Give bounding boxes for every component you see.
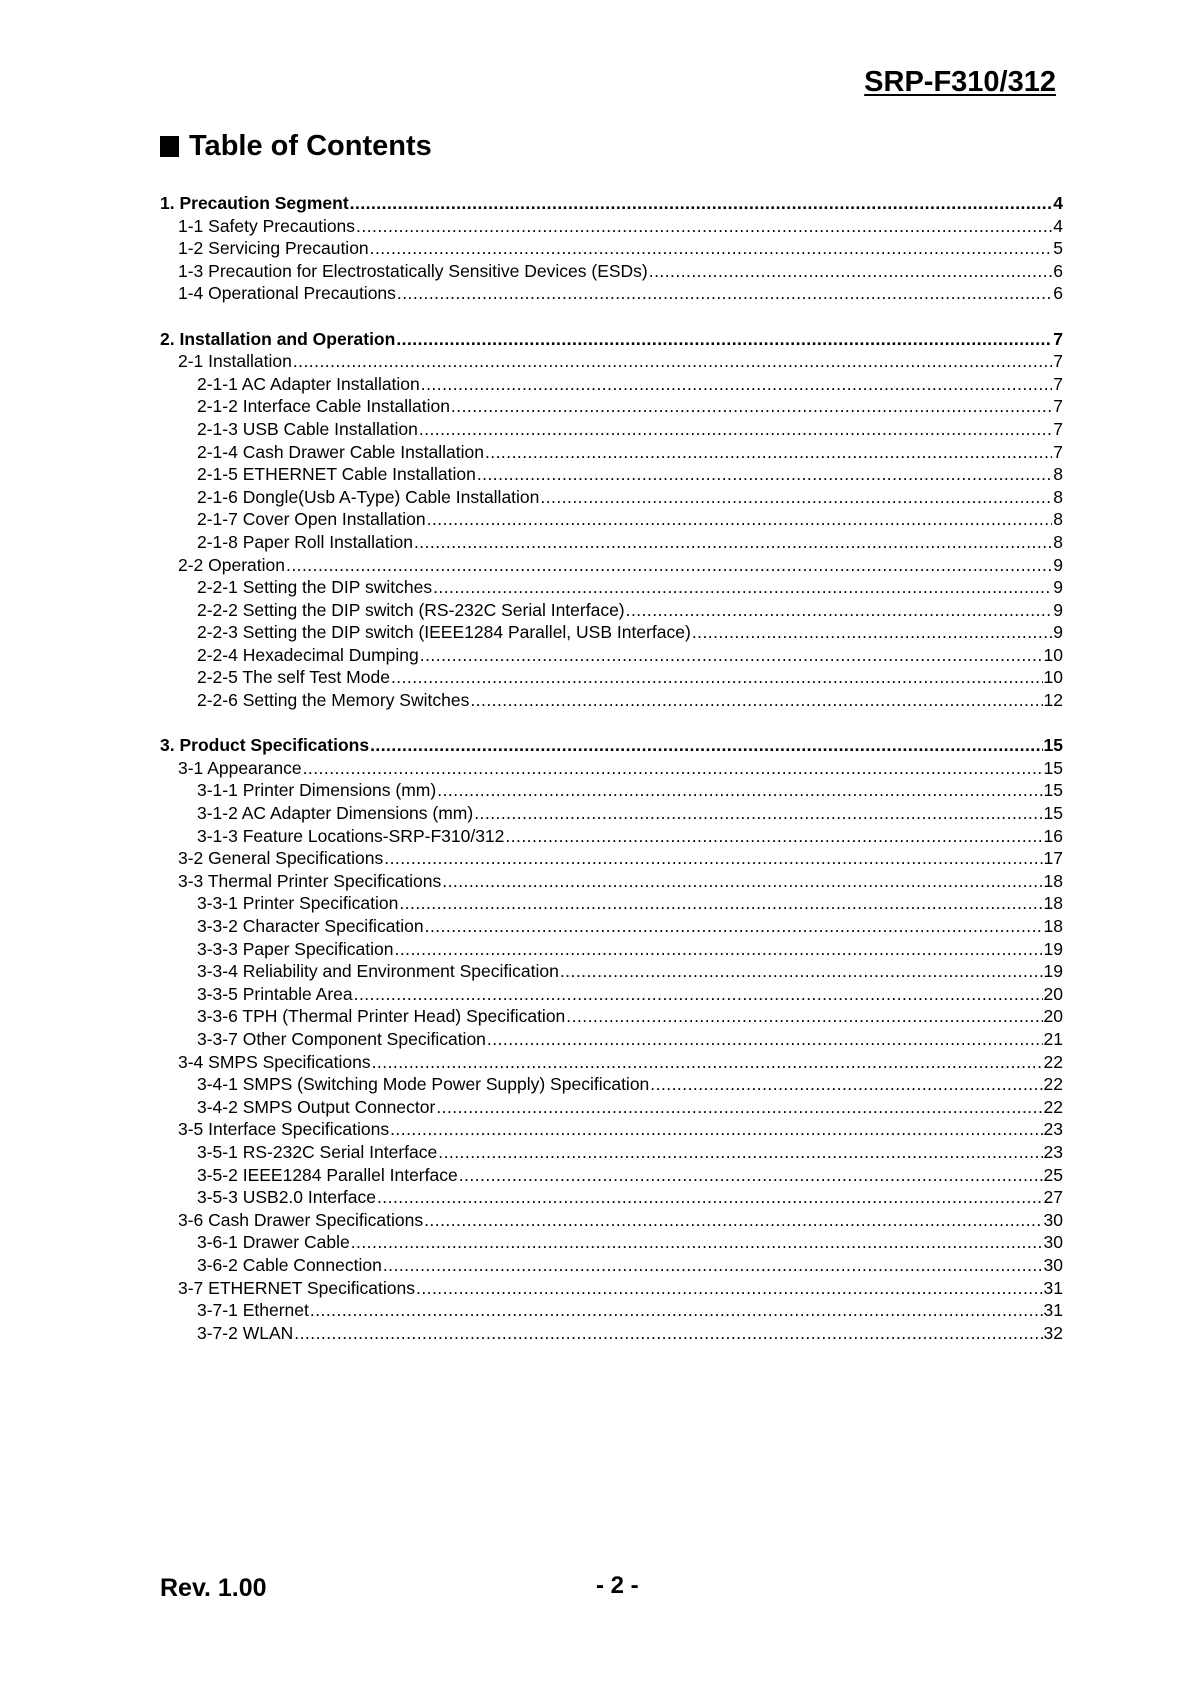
toc-entry[interactable] bbox=[160, 915, 1063, 938]
toc-entry[interactable] bbox=[160, 441, 1063, 464]
dot-leader bbox=[692, 621, 1052, 644]
toc-entry[interactable] bbox=[160, 892, 1063, 915]
toc-entry-label: 3-1-1 Printer Dimensions (mm) bbox=[197, 780, 437, 801]
toc-entry[interactable] bbox=[160, 1254, 1063, 1277]
dot-leader bbox=[383, 1254, 1043, 1277]
dot-leader bbox=[425, 915, 1043, 938]
dot-leader bbox=[436, 1096, 1042, 1119]
toc-entry[interactable] bbox=[160, 960, 1063, 983]
dot-leader bbox=[351, 1231, 1043, 1254]
toc-entry-page: 4 bbox=[1053, 215, 1063, 236]
dot-leader bbox=[293, 350, 1052, 373]
toc-entry-label: 3-5-1 RS-232C Serial Interface bbox=[197, 1141, 438, 1162]
toc-entry[interactable] bbox=[160, 938, 1063, 961]
dot-leader bbox=[626, 599, 1053, 622]
toc-entry[interactable] bbox=[160, 554, 1063, 577]
dot-leader bbox=[470, 689, 1042, 712]
toc-entry[interactable] bbox=[160, 531, 1063, 554]
toc-entry-page: 19 bbox=[1043, 938, 1063, 959]
black-square-icon bbox=[160, 136, 179, 157]
toc-entry[interactable] bbox=[160, 215, 1063, 238]
toc-entry-page: 8 bbox=[1053, 486, 1063, 507]
toc-entry-page: 18 bbox=[1043, 893, 1063, 914]
toc-entry[interactable] bbox=[160, 779, 1063, 802]
dot-leader bbox=[438, 1141, 1042, 1164]
dot-leader bbox=[414, 531, 1052, 554]
toc-entry-page: 20 bbox=[1043, 1006, 1063, 1027]
toc-entry-page: 15 bbox=[1043, 757, 1063, 778]
toc-entry-label: 2-2 Operation bbox=[178, 554, 286, 575]
toc-entry-label: 2-1-1 AC Adapter Installation bbox=[197, 373, 420, 394]
table-of-contents bbox=[160, 192, 1063, 1344]
toc-entry-label: 2-1-5 ETHERNET Cable Installation bbox=[197, 464, 476, 485]
toc-entry-page: 31 bbox=[1043, 1300, 1063, 1321]
toc-entry-page: 7 bbox=[1053, 351, 1063, 372]
toc-entry-label: 2-1-6 Dongle(Usb A-Type) Cable Installation bbox=[197, 486, 540, 507]
toc-entry-label: 3-3-5 Printable Area bbox=[197, 983, 353, 1004]
dot-leader bbox=[451, 395, 1052, 418]
toc-entry-page: 7 bbox=[1053, 418, 1063, 439]
dot-leader bbox=[370, 237, 1053, 260]
toc-entry[interactable] bbox=[160, 1277, 1063, 1300]
dot-leader bbox=[294, 1322, 1042, 1345]
toc-entry[interactable] bbox=[160, 395, 1063, 418]
toc-entry-label: 2-1-3 USB Cable Installation bbox=[197, 418, 418, 439]
dot-leader bbox=[286, 554, 1052, 577]
toc-entry-label: 3-3-3 Paper Specification bbox=[197, 938, 394, 959]
toc-entry-label: 3-4-2 SMPS Output Connector bbox=[197, 1096, 436, 1117]
dot-leader bbox=[395, 938, 1043, 961]
toc-entry-page: 18 bbox=[1043, 870, 1063, 891]
toc-entry-page: 15 bbox=[1043, 735, 1063, 756]
toc-entry-label: 3. Product Specifications bbox=[160, 735, 370, 756]
toc-entry-label: 3-3-1 Printer Specification bbox=[197, 893, 399, 914]
dot-leader bbox=[421, 373, 1052, 396]
dot-leader bbox=[649, 260, 1053, 283]
toc-entry[interactable] bbox=[160, 599, 1063, 622]
toc-entry-page: 10 bbox=[1043, 644, 1063, 665]
toc-entry[interactable] bbox=[160, 1051, 1063, 1074]
toc-entry-page: 10 bbox=[1043, 667, 1063, 688]
toc-entry-page: 8 bbox=[1053, 509, 1063, 530]
toc-entry-page: 7 bbox=[1053, 441, 1063, 462]
dot-leader bbox=[399, 892, 1042, 915]
toc-entry[interactable] bbox=[160, 1164, 1063, 1187]
toc-entry-page: 9 bbox=[1053, 554, 1063, 575]
toc-entry[interactable] bbox=[160, 1073, 1063, 1096]
toc-entry-label: 2-2-2 Setting the DIP switch (RS-232C Serial Interface) bbox=[197, 599, 625, 620]
toc-entry[interactable] bbox=[160, 463, 1063, 486]
dot-leader bbox=[485, 441, 1052, 464]
dot-leader bbox=[310, 1299, 1043, 1322]
dot-leader bbox=[372, 1051, 1043, 1074]
page-number: - 2 - bbox=[596, 1572, 639, 1599]
toc-entry-label: 2-1 Installation bbox=[178, 351, 292, 372]
toc-entry-page: 8 bbox=[1053, 531, 1063, 552]
toc-entry-label: 3-7-2 WLAN bbox=[197, 1322, 294, 1343]
toc-entry-page: 23 bbox=[1043, 1119, 1063, 1140]
toc-entry-page: 30 bbox=[1043, 1232, 1063, 1253]
toc-entry-page: 30 bbox=[1043, 1209, 1063, 1230]
toc-entry-page: 6 bbox=[1053, 260, 1063, 281]
toc-entry[interactable] bbox=[160, 260, 1063, 283]
toc-entry-label: 3-5 Interface Specifications bbox=[178, 1119, 390, 1140]
toc-entry[interactable] bbox=[160, 328, 1063, 351]
toc-entry-label: 3-7-1 Ethernet bbox=[197, 1300, 309, 1321]
toc-entry[interactable] bbox=[160, 1005, 1063, 1028]
toc-entry-page: 8 bbox=[1053, 464, 1063, 485]
toc-entry-label: 2-2-4 Hexadecimal Dumping bbox=[197, 644, 419, 665]
dot-leader bbox=[303, 757, 1043, 780]
dot-leader bbox=[354, 983, 1043, 1006]
dot-leader bbox=[442, 870, 1042, 893]
toc-entry-page: 22 bbox=[1043, 1096, 1063, 1117]
dot-leader bbox=[397, 282, 1052, 305]
dot-leader bbox=[391, 666, 1043, 689]
toc-entry-label: 2-1-7 Cover Open Installation bbox=[197, 509, 426, 530]
toc-entry[interactable] bbox=[160, 1028, 1063, 1051]
toc-entry[interactable] bbox=[160, 508, 1063, 531]
toc-entry[interactable] bbox=[160, 689, 1063, 712]
dot-leader bbox=[474, 802, 1042, 825]
dot-leader bbox=[650, 1073, 1042, 1096]
toc-entry-label: 1-2 Servicing Precaution bbox=[178, 238, 369, 259]
dot-leader bbox=[419, 418, 1052, 441]
toc-entry-label: 1. Precaution Segment bbox=[160, 193, 349, 213]
toc-entry[interactable] bbox=[160, 1209, 1063, 1232]
toc-entry-page: 30 bbox=[1043, 1254, 1063, 1275]
toc-entry-label: 3-2 General Specifications bbox=[178, 848, 384, 869]
dot-leader bbox=[420, 644, 1043, 667]
dot-leader bbox=[396, 328, 1052, 351]
toc-entry-page: 5 bbox=[1053, 238, 1063, 259]
toc-entry-label: 2-2-3 Setting the DIP switch (IEEE1284 Parallel, USB Interface) bbox=[197, 622, 691, 643]
toc-entry-page: 20 bbox=[1043, 983, 1063, 1004]
toc-entry-page: 23 bbox=[1043, 1141, 1063, 1162]
dot-leader bbox=[356, 215, 1052, 238]
toc-entry-label: 3-6-2 Cable Connection bbox=[197, 1254, 382, 1275]
toc-entry-page: 21 bbox=[1043, 1028, 1063, 1049]
toc-heading bbox=[160, 130, 432, 163]
toc-entry-page: 7 bbox=[1053, 328, 1063, 349]
toc-entry-label: 1-3 Precaution for Electrostatically Sensitive Devices (ESDs) bbox=[178, 260, 648, 281]
toc-entry-label: 2-2-6 Setting the Memory Switches bbox=[197, 690, 470, 711]
dot-leader bbox=[540, 486, 1052, 509]
dot-leader bbox=[390, 1118, 1042, 1141]
dot-leader bbox=[427, 508, 1053, 531]
toc-entry[interactable] bbox=[160, 621, 1063, 644]
dot-leader bbox=[350, 192, 1053, 215]
toc-entry-label: 3-6-1 Drawer Cable bbox=[197, 1232, 350, 1253]
toc-entry-page: 7 bbox=[1053, 373, 1063, 394]
toc-entry-label: 1-4 Operational Precautions bbox=[178, 283, 396, 304]
dot-leader bbox=[560, 960, 1043, 983]
toc-entry-label: 3-3-6 TPH (Thermal Printer Head) Specification bbox=[197, 1006, 566, 1027]
toc-entry-label: 3-3-7 Other Component Specification bbox=[197, 1028, 486, 1049]
toc-entry-page: 4 bbox=[1053, 193, 1063, 213]
toc-entry[interactable] bbox=[160, 666, 1063, 689]
dot-leader bbox=[424, 1209, 1042, 1232]
toc-entry-label: 3-7 ETHERNET Specifications bbox=[178, 1277, 415, 1298]
toc-entry-page: 12 bbox=[1043, 690, 1063, 711]
toc-entry[interactable] bbox=[160, 282, 1063, 305]
toc-entry-label: 3-3 Thermal Printer Specifications bbox=[178, 870, 442, 891]
toc-entry-page: 22 bbox=[1043, 1074, 1063, 1095]
dot-leader bbox=[416, 1277, 1043, 1300]
revision-label: Rev. 1.00 bbox=[160, 1574, 267, 1602]
toc-entry[interactable] bbox=[160, 802, 1063, 825]
dot-leader bbox=[477, 463, 1052, 486]
toc-entry-label: 3-3-4 Reliability and Environment Specification bbox=[197, 961, 559, 982]
toc-entry-page: 22 bbox=[1043, 1051, 1063, 1072]
dot-leader bbox=[505, 825, 1042, 848]
toc-entry-page: 32 bbox=[1043, 1322, 1063, 1343]
toc-entry-page: 7 bbox=[1053, 396, 1063, 417]
toc-entry[interactable] bbox=[160, 237, 1063, 260]
toc-entry[interactable] bbox=[160, 486, 1063, 509]
toc-entry[interactable] bbox=[160, 644, 1063, 667]
dot-leader bbox=[437, 779, 1042, 802]
toc-entry[interactable] bbox=[160, 576, 1063, 599]
toc-entry-label: 1-1 Safety Precautions bbox=[178, 215, 356, 236]
toc-entry-page: 6 bbox=[1053, 283, 1063, 304]
toc-entry-label: 2-1-8 Paper Roll Installation bbox=[197, 531, 413, 552]
dot-leader bbox=[384, 847, 1042, 870]
toc-entry-page: 18 bbox=[1043, 916, 1063, 936]
toc-entry[interactable] bbox=[160, 847, 1063, 870]
toc-entry[interactable] bbox=[160, 757, 1063, 780]
toc-entry[interactable] bbox=[160, 350, 1063, 373]
dot-leader bbox=[370, 734, 1042, 757]
document-model-header: SRP-F310/312 bbox=[864, 66, 1056, 98]
toc-entry-page: 9 bbox=[1053, 577, 1063, 598]
toc-entry-page: 31 bbox=[1043, 1277, 1063, 1298]
toc-entry-label: 3-1-3 Feature Locations-SRP-F310/312 bbox=[197, 825, 505, 846]
dot-leader bbox=[566, 1005, 1042, 1028]
dot-leader bbox=[377, 1186, 1043, 1209]
toc-entry-page: 9 bbox=[1053, 622, 1063, 643]
toc-entry-page: 9 bbox=[1053, 599, 1063, 620]
toc-entry[interactable] bbox=[160, 1231, 1063, 1254]
toc-entry[interactable] bbox=[160, 1096, 1063, 1119]
toc-entry[interactable] bbox=[160, 1299, 1063, 1322]
toc-entry[interactable] bbox=[160, 1322, 1063, 1345]
toc-entry-page: 19 bbox=[1043, 961, 1063, 982]
toc-entry-label: 3-3-2 Character Specification bbox=[197, 916, 424, 936]
dot-leader bbox=[487, 1028, 1043, 1051]
toc-entry-page: 15 bbox=[1043, 780, 1063, 801]
toc-entry-page: 16 bbox=[1043, 825, 1063, 846]
toc-heading-text: Table of Contents bbox=[189, 130, 432, 162]
toc-entry-page: 25 bbox=[1043, 1164, 1063, 1185]
dot-leader bbox=[433, 576, 1052, 599]
toc-entry[interactable] bbox=[160, 1141, 1063, 1164]
toc-entry-label: 3-1-2 AC Adapter Dimensions (mm) bbox=[197, 803, 474, 824]
toc-entry[interactable] bbox=[160, 870, 1063, 893]
dot-leader bbox=[459, 1164, 1043, 1187]
toc-entry-label: 3-4-1 SMPS (Switching Mode Power Supply) Specification bbox=[197, 1074, 650, 1095]
toc-entry-label: 2-1-2 Interface Cable Installation bbox=[197, 396, 450, 417]
toc-entry-label: 2-2-5 The self Test Mode bbox=[197, 667, 390, 688]
toc-entry-label: 3-5-2 IEEE1284 Parallel Interface bbox=[197, 1164, 458, 1185]
toc-entry-label: 3-5-3 USB2.0 Interface bbox=[197, 1187, 376, 1208]
toc-entry-page: 15 bbox=[1043, 803, 1063, 824]
toc-entry-label: 2-1-4 Cash Drawer Cable Installation bbox=[197, 441, 484, 462]
toc-entry-label: 3-4 SMPS Specifications bbox=[178, 1051, 371, 1072]
toc-entry[interactable] bbox=[160, 983, 1063, 1006]
toc-entry[interactable] bbox=[160, 418, 1063, 441]
toc-entry[interactable] bbox=[160, 734, 1063, 757]
toc-entry[interactable] bbox=[160, 192, 1063, 215]
toc-entry[interactable] bbox=[160, 1118, 1063, 1141]
toc-entry[interactable] bbox=[160, 1186, 1063, 1209]
toc-entry[interactable] bbox=[160, 825, 1063, 848]
toc-entry-page: 17 bbox=[1043, 848, 1063, 869]
toc-entry[interactable] bbox=[160, 373, 1063, 396]
toc-entry-page: 27 bbox=[1043, 1187, 1063, 1208]
toc-entry-label: 2-2-1 Setting the DIP switches bbox=[197, 577, 433, 598]
toc-entry-label: 2. Installation and Operation bbox=[160, 328, 396, 349]
toc-entry-label: 3-1 Appearance bbox=[178, 757, 302, 778]
toc-entry-label: 3-6 Cash Drawer Specifications bbox=[178, 1209, 424, 1230]
